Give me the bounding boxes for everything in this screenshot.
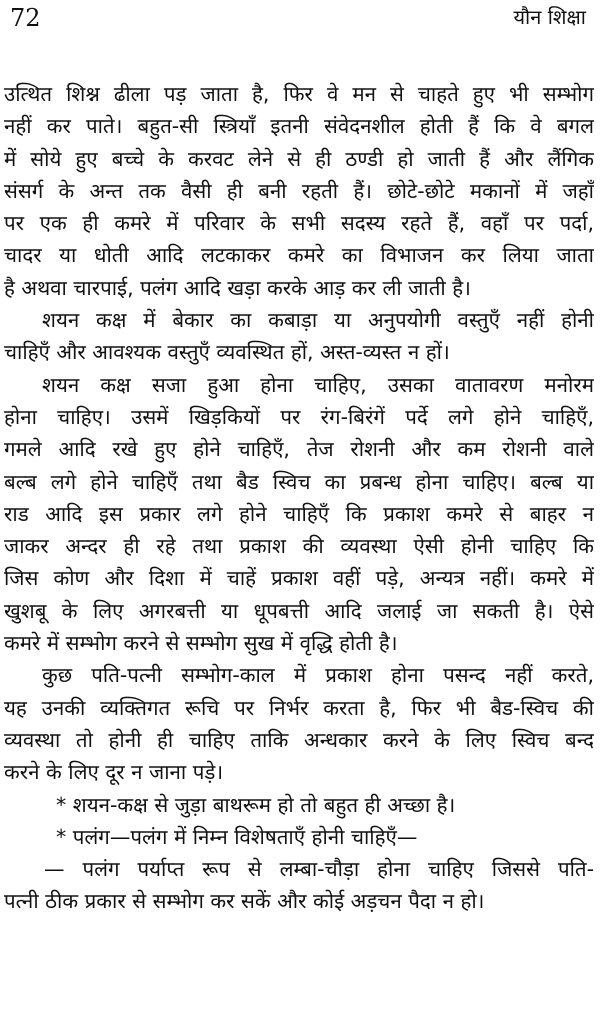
text-line: संसर्ग के अन्त तक वैसी ही बनी रहती हैं। छोटे-छोटे मकानों में जहाँ — [4, 178, 594, 203]
list-item — [4, 853, 594, 918]
text-line: खुशबू के लिए अगरबत्ती या धूपबत्ती आदि जलाई जा सकती है। ऐसे — [4, 598, 594, 623]
text-line: राड आदि इस प्रकार लगे होने चाहिएँ कि प्रकाश कमरे से बाहर न — [4, 501, 594, 526]
body-text — [4, 78, 594, 918]
text-line: यह उनकी व्यक्तिगत रूचि पर निर्भर करता है, फिर भी बैड-स्विच की — [4, 695, 594, 720]
text-line: कमरे में सम्भोग करने से सम्भोग सुख में वृद्धि होती है। — [4, 631, 398, 656]
page-number: 72 — [10, 4, 41, 32]
running-head: यौन शिक्षा — [513, 5, 586, 29]
text-line: है अथवा चारपाई, पलंग आदि खड़ा करके आड़ कर ली जाती है। — [4, 275, 471, 300]
text-line: नहीं कर पाते। बहुत-सी स्त्रियाँ इतनी संवेदनशील होती हैं कि वे बगल — [4, 114, 594, 139]
paragraph — [4, 659, 594, 788]
text-line: जिस कोण और दिशा में चाहें प्रकाश वहीं पड़े, अन्यत्र नहीं। कमरे में — [4, 566, 594, 591]
text-line: पत्नी ठीक प्रकार से सम्भोग कर सकें और कोई अड़चन पैदा न हो। — [4, 889, 485, 914]
text-line: पर एक ही कमरे में परिवार के सभी सदस्य रहते हैं, वहाँ पर पर्दा, — [4, 211, 594, 236]
text-line: शयन कक्ष सजा हुआ होना चाहिए, उसका वातावरण मनोरम — [42, 372, 594, 397]
text-line: चाहिएँ और आवश्यक वस्तुएँ व्यवस्थित हों, अस्त-व्यस्त न हों। — [4, 340, 450, 365]
text-line: में सोये हुए बच्चे के करवट लेने से ही ठण्डी हो जाती हैं और लैंगिक — [4, 146, 594, 171]
text-line: होना चाहिए। उसमें खिड़कियों पर रंग-बिरंगें पर्दे लगे होने चाहिएँ, — [4, 404, 594, 429]
paragraph — [4, 304, 594, 369]
text-line: गमले आदि रखे हुए होने चाहिएँ, तेज रोशनी और कम रोशनी वाले — [4, 437, 594, 462]
page-header — [0, 0, 600, 40]
bullet-item — [4, 821, 594, 853]
paragraph — [4, 78, 594, 304]
paragraph — [4, 369, 594, 660]
text-line: शयन कक्ष में बेकार का कबाड़ा या अनुपयोगी वस्तुएँ नहीं होनी — [42, 308, 594, 333]
text-line: व्यवस्था तो होनी ही चाहिए ताकि अन्धकार करने के लिए स्विच बन्द — [4, 727, 594, 752]
text-line: उत्थित शिश्न ढीला पड़ जाता है, फिर वे मन से चाहते हुए भी सम्भोग — [4, 82, 594, 106]
text-line: — पलंग पर्याप्त रूप से लम्बा-चौड़ा होना चाहिए जिससे पति- — [44, 857, 594, 882]
text-line: करने के लिए दूर न जाना पड़े। — [4, 760, 224, 785]
bullet-item — [4, 789, 594, 821]
text-line: * पलंग—पलंग में निम्न विशेषताएँ होनी चाहिएँ— — [56, 824, 418, 849]
text-line: चादर या धोती आदि लटकाकर कमरे का विभाजन कर लिया जाता — [4, 243, 594, 268]
text-line: बल्ब लगे होने चाहिएँ तथा बैड स्विच का प्रबन्ध होना चाहिए। बल्ब या — [4, 469, 594, 494]
text-line: जाकर अन्दर ही रहे तथा प्रकाश की व्यवस्था ऐसी होनी चाहिए कि — [4, 534, 594, 559]
text-line: * शयन-कक्ष से जुड़ा बाथरूम हो तो बहुत ही अच्छा है। — [56, 792, 456, 817]
text-line: कुछ पति-पत्नी सम्भोग-काल में प्रकाश होना पसन्द नहीं करते, — [42, 663, 594, 688]
